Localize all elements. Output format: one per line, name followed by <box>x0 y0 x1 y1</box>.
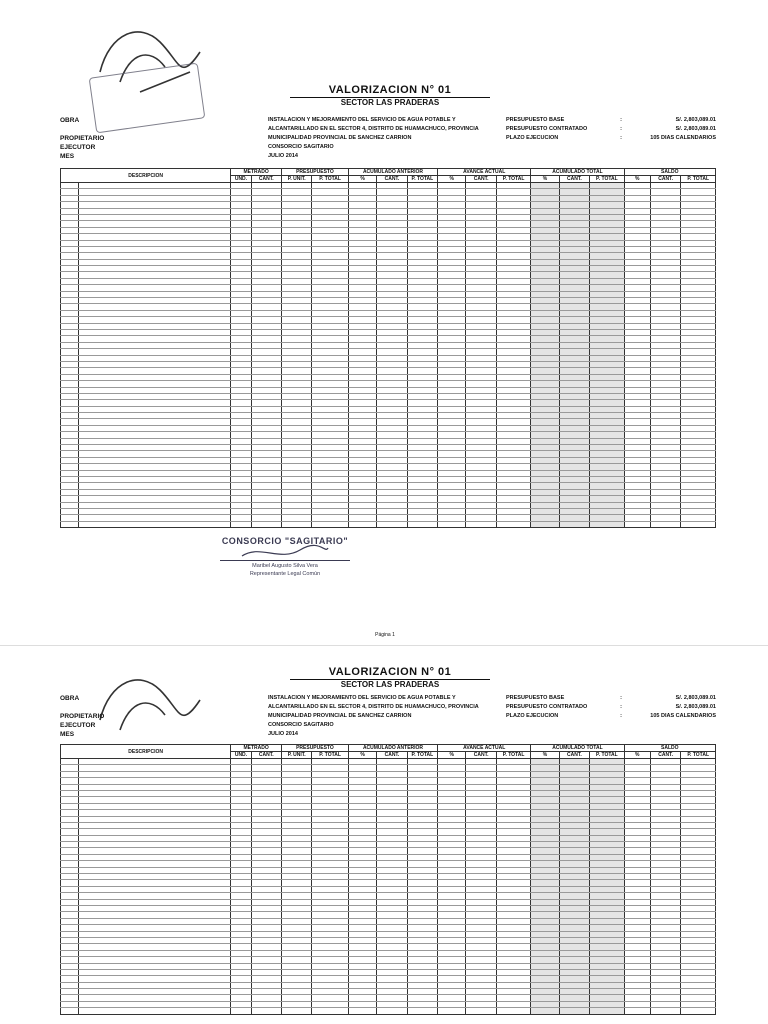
presupuesto-header: PRESUPUESTO <box>281 169 348 176</box>
presupuesto-base-value: S/. 2,803,089.01 <box>675 117 716 123</box>
valuation-subtitle: SECTOR LAS PRADERAS <box>340 680 440 689</box>
valuation-subtitle: SECTOR LAS PRADERAS <box>340 98 440 107</box>
value-propietario: MUNICIPALIDAD PROVINCIAL DE SANCHEZ CARRION <box>268 135 412 141</box>
plazo-row: PLAZO EJECUCION : 105 DIAS CALENDARIOS <box>506 135 716 141</box>
label-ejecutor: EJECUTOR <box>60 144 96 151</box>
valuation-sheet-2 <box>0 650 768 1024</box>
sub-header-row: UND. CANT. P. UNIT. P. TOTAL % CANT. P. TOTAL % CANT. P. TOTAL % CANT. P. TOTAL % CANT. P. TOTAL <box>61 176 716 183</box>
avance-actual-header: AVANCE ACTUAL <box>438 169 531 176</box>
acumulado-anterior-header: ACUMULADO ANTERIOR <box>348 169 437 176</box>
project-labels: OBRA PROPIETARIO EJECUTOR MES <box>60 695 105 738</box>
presupuesto-contratado-value: S/. 2,803,089.01 <box>675 126 716 132</box>
sheet-divider <box>0 645 768 646</box>
value-ejecutor: CONSORCIO SAGITARIO <box>268 144 334 150</box>
label-obra: OBRA <box>60 117 80 124</box>
valuation-table <box>60 168 716 528</box>
plazo-value: 105 DIAS CALENDARIOS <box>650 135 716 141</box>
value-mes: JULIO 2014 <box>268 153 298 159</box>
budget-summary: PRESUPUESTO BASE : S/. 2,803,089.01 PRESUPUESTO CONTRATADO : S/. 2,803,089.01 PLAZO EJECUCION : 105 DIAS CALENDARIOS <box>506 695 716 719</box>
project-values: INSTALACION Y MEJORAMIENTO DEL SERVICIO DE AGUA POTABLE Y ALCANTARILLADO EN EL SECTOR 4, DISTRITO DE HUAMACHUCO, PROVINCIA MUNICIPALIDAD PROVINCIAL DE SANCHEZ CARRION CONSORCIO SAGITARIO JULIO 2014 <box>268 695 479 737</box>
descripcion-header: DESCRIPCION <box>61 169 231 183</box>
presupuesto-contratado-row: PRESUPUESTO CONTRATADO : S/. 2,803,089.01 <box>506 126 716 132</box>
valuation-title: VALORIZACION N° 01 <box>290 666 490 680</box>
table-row <box>61 1008 716 1014</box>
value-obra: INSTALACION Y MEJORAMIENTO DEL SERVICIO DE AGUA POTABLE Y ALCANTARILLADO EN EL SECTOR 4, DISTRITO DE HUAMACHUCO, PROVINCIA <box>268 117 479 132</box>
saldo-header: SALDO <box>624 169 715 176</box>
project-values <box>268 116 506 161</box>
valuation-table: DESCRIPCION METRADO PRESUPUESTO ACUMULADO ANTERIOR AVANCE ACTUAL ACUMULADO TOTAL SALDO UND. CANT. P. UNIT. P. TOTAL % CANT. P. TOTAL % CANT. P. TOTAL % CANT. P. TOTAL % CANT. P. TOTAL <box>60 744 716 1015</box>
metrado-header: METRADO <box>231 169 282 176</box>
budget-summary <box>506 116 716 143</box>
page-number: Página 1 <box>375 632 395 638</box>
table-row <box>61 521 716 527</box>
consortium-stamp: CONSORCIO "SAGITARIO" Maribel Augusto Silva Vera Representante Legal Común <box>221 536 349 577</box>
acumulado-total-header: ACUMULADO TOTAL <box>531 169 624 176</box>
table-body <box>61 183 716 528</box>
presupuesto-base-row: PRESUPUESTO BASE : S/. 2,803,089.01 <box>506 117 716 123</box>
project-labels <box>60 116 104 161</box>
label-mes: MES <box>60 153 75 160</box>
table-body <box>61 759 716 1015</box>
valuation-title: VALORIZACION N° 01 <box>290 84 490 98</box>
label-propietario: PROPIETARIO <box>60 135 105 142</box>
